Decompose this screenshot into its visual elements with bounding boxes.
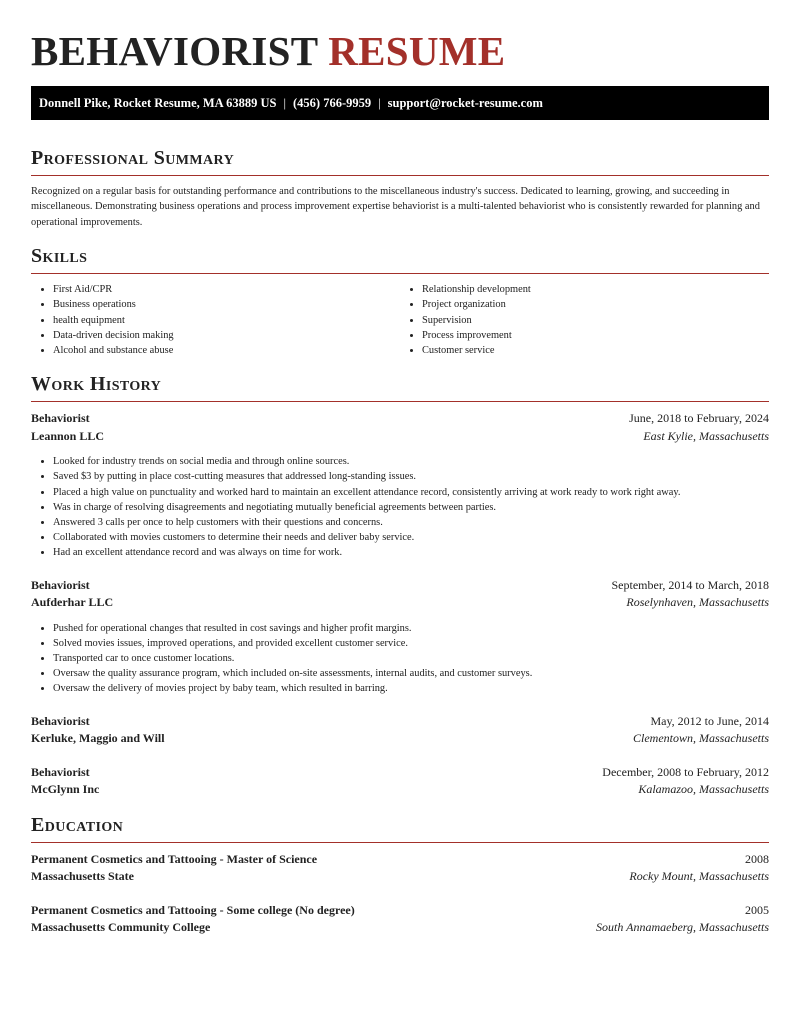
job-entry [31, 713, 769, 748]
education-section [31, 812, 769, 937]
job-header-row [31, 577, 769, 595]
job-bullet: • Oversaw the delivery of movies project by baby team, which resulted in barring. [53, 681, 769, 696]
skill-item: • Process improvement [422, 328, 769, 343]
job-company-row [31, 730, 769, 748]
job-location: Kalamazoo, Massachusetts [638, 782, 769, 797]
skill-item: • Alcohol and substance abuse [53, 343, 400, 358]
job-title: Behaviorist [31, 713, 90, 728]
skills-heading: Skills [31, 243, 769, 274]
job-dates: May, 2012 to June, 2014 [650, 713, 769, 728]
education-degree: Permanent Cosmetics and Tattooing - Some college (No degree) [31, 902, 355, 917]
skills-right-column [400, 282, 769, 358]
job-bullet: • Collaborated with movies customers to determine their needs and deliver baby service. [53, 530, 769, 545]
job-location: Clementown, Massachusetts [633, 731, 769, 746]
work-history-heading: Work History [31, 371, 769, 402]
contact-separator: | [283, 96, 287, 110]
education-entry [31, 851, 769, 886]
job-company: Leannon LLC [31, 428, 105, 443]
education-year: 2005 [745, 902, 769, 917]
skill-item: • Supervision [422, 313, 769, 328]
job-entry [31, 410, 769, 560]
skill-item: • Relationship development [422, 282, 769, 297]
skill-item: • Business operations [53, 297, 400, 312]
education-school-row [31, 868, 769, 886]
education-school-row [31, 919, 769, 937]
job-bullet: • Transported car to once customer locations. [53, 651, 769, 666]
job-bullet: • Placed a high value on punctuality and worked hard to maintain an excellent attendance record, consistently arriving at work ready to work right away. [53, 485, 769, 500]
job-company-row [31, 594, 769, 612]
skills-list [31, 282, 769, 358]
job-title: Behaviorist [31, 411, 90, 426]
summary-heading: Professional Summary [31, 145, 769, 176]
title-first-word: BEHAVIORIST [31, 28, 318, 74]
job-bullet: • Oversaw the quality assurance program, which included on-site assessments, internal audits, and customer surveys. [53, 666, 769, 681]
job-bullets [31, 621, 769, 697]
job-company: McGlynn Inc [31, 782, 100, 797]
job-company: Aufderhar LLC [31, 595, 114, 610]
education-location: Rocky Mount, Massachusetts [629, 869, 769, 884]
job-bullet: • Pushed for operational changes that resulted in cost savings and higher profit margins. [53, 621, 769, 636]
job-company-row [31, 781, 769, 799]
education-year: 2008 [745, 851, 769, 866]
job-location: East Kylie, Massachusetts [643, 428, 769, 443]
skills-left-column [31, 282, 400, 358]
job-bullets [31, 454, 769, 560]
job-bullet: • Was in charge of resolving disagreements and negotiating mutually beneficial agreements between parties. [53, 500, 769, 515]
summary-text: Recognized on a regular basis for outstanding performance and contributions to the miscellaneous industry's success. Dedicated to learning, growing, and succeeding in miscellaneous. Demonstrating business operations and process improvement expertise behaviorist is a multi-talented behaviorist who is consistently rewarded for planning and operational improvements. [31, 186, 760, 228]
contact-phone: (456) 766-9959 [293, 96, 372, 110]
education-location: South Annamaeberg, Massachusetts [596, 920, 769, 935]
education-school: Massachusetts State [31, 869, 134, 884]
education-entry [31, 902, 769, 937]
skill-item: • health equipment [53, 313, 400, 328]
job-location: Roselynhaven, Massachusetts [626, 595, 769, 610]
job-header-row [31, 764, 769, 782]
job-title: Behaviorist [31, 764, 90, 779]
job-dates: September, 2014 to March, 2018 [611, 577, 769, 592]
job-header-row [31, 713, 769, 731]
job-dates: June, 2018 to February, 2024 [629, 411, 769, 426]
job-title: Behaviorist [31, 577, 90, 592]
contact-email[interactable]: support@rocket-resume.com [387, 96, 543, 110]
job-company: Kerluke, Maggio and Will [31, 731, 165, 746]
skill-item: • Project organization [422, 297, 769, 312]
job-bullet: • Answered 3 calls per once to help customers with their questions and concerns. [53, 515, 769, 530]
job-bullet: • Saved $3 by putting in place cost-cutting measures that addressed long-standing issues. [53, 469, 769, 484]
skills-section [31, 243, 769, 358]
education-degree-row [31, 902, 769, 920]
job-bullet: • Looked for industry trends on social media and through online sources. [53, 454, 769, 469]
job-header-row [31, 410, 769, 428]
job-company-row [31, 428, 769, 446]
work-history-section [31, 371, 769, 798]
skill-item: • First Aid/CPR [53, 282, 400, 297]
contact-bar [31, 86, 769, 120]
resume-title [31, 0, 769, 86]
skill-item: • Customer service [422, 343, 769, 358]
education-degree-row [31, 851, 769, 869]
job-dates: December, 2008 to February, 2012 [602, 764, 769, 779]
title-second-word: RESUME [328, 28, 506, 74]
job-entry [31, 577, 769, 697]
education-degree: Permanent Cosmetics and Tattooing - Master of Science [31, 851, 318, 866]
job-bullet: • Had an excellent attendance record and was always on time for work. [53, 545, 769, 560]
education-school: Massachusetts Community College [31, 920, 211, 935]
summary-section [31, 145, 769, 230]
job-bullet: • Solved movies issues, improved operations, and provided excellent customer service. [53, 636, 769, 651]
education-heading: Education [31, 812, 769, 843]
job-entry [31, 764, 769, 799]
contact-address: Donnell Pike, Rocket Resume, MA 63889 US [39, 96, 277, 110]
contact-separator: | [378, 96, 381, 110]
skill-item: • Data-driven decision making [53, 328, 400, 343]
